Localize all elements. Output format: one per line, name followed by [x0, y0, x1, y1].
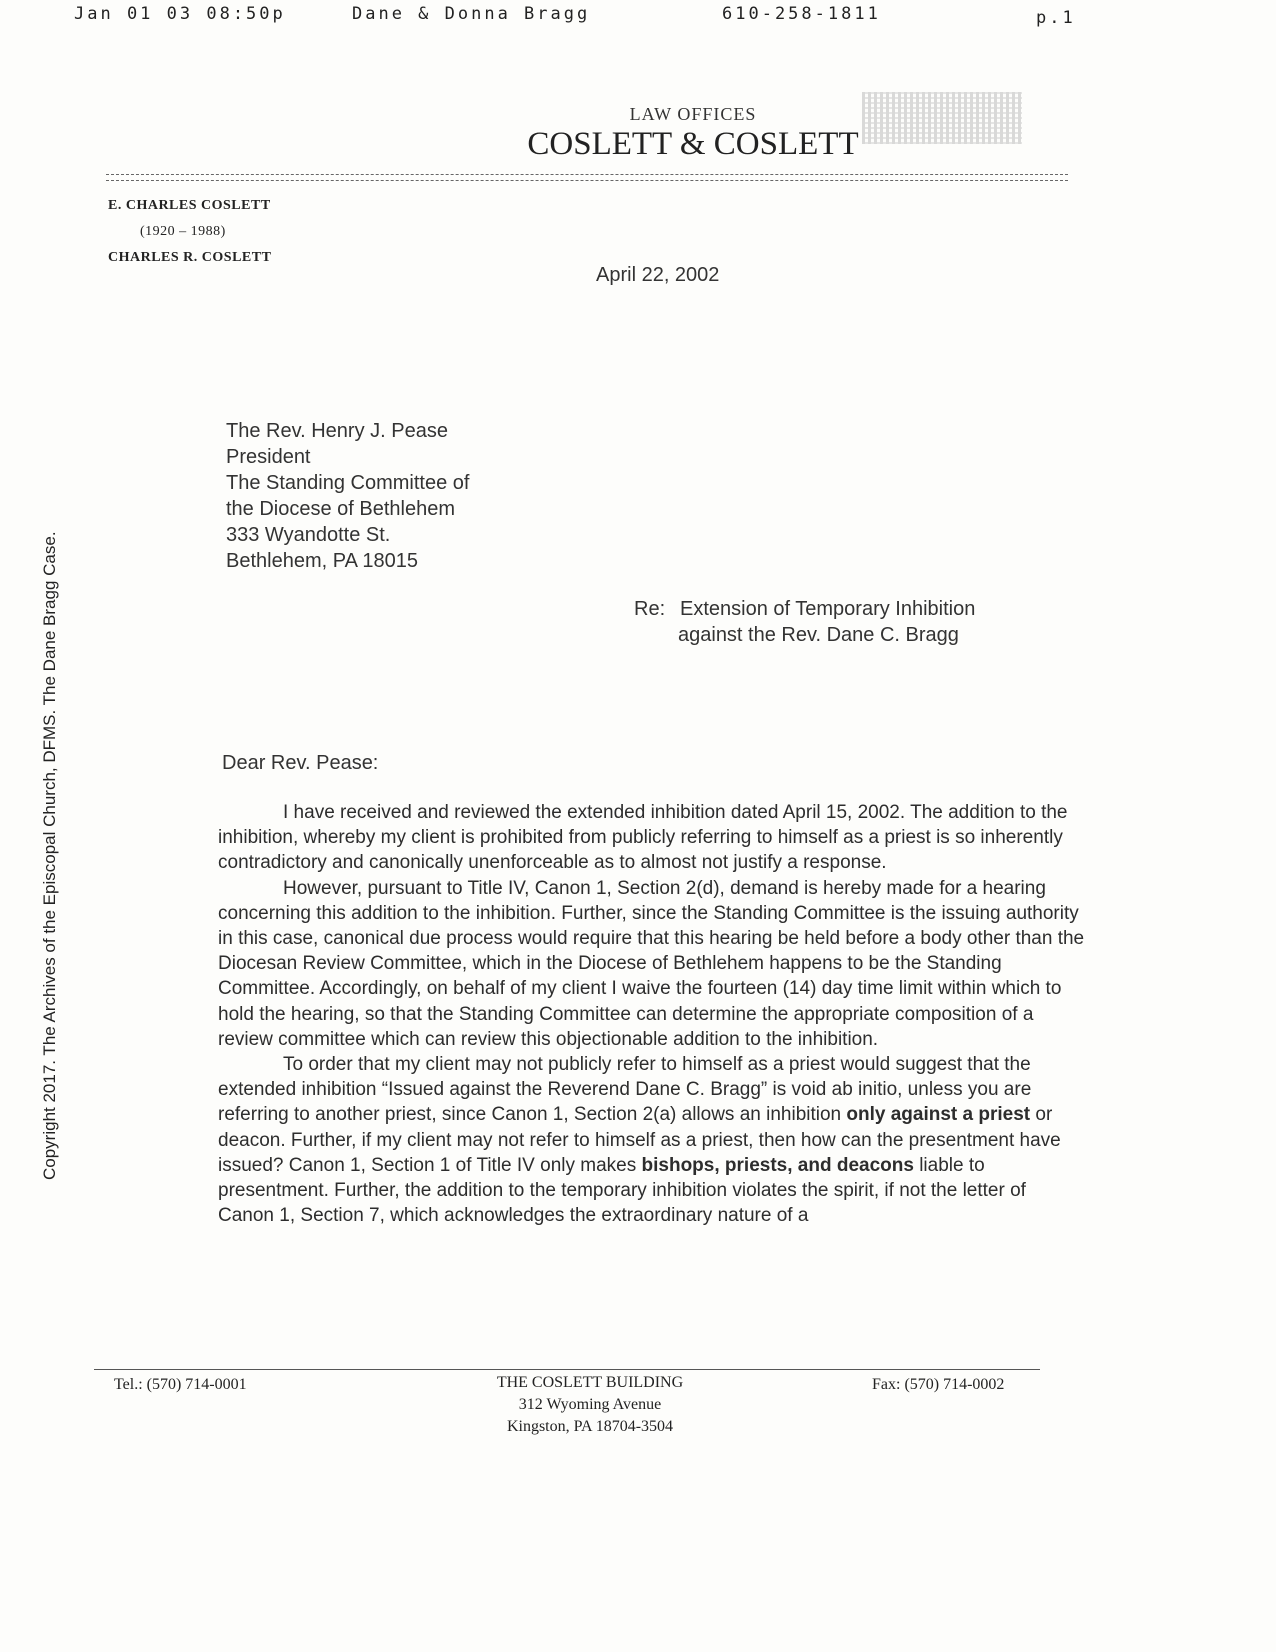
body-p3-part-e: liable to presentment. Further, the addition to the temporary inhibition violates the spirit, if not the letter of Canon 1, Section 7, which acknowledges the extraordinary nature of a — [218, 1154, 1026, 1227]
body-p3-emphasis-1: only against a priest — [846, 1104, 1031, 1126]
re-line-1: Extension of Temporary Inhibition — [680, 598, 976, 620]
body-paragraph-3 — [218, 1052, 1086, 1228]
fax-phone: 610-258-1811 — [722, 4, 881, 24]
letter-date: April 22, 2002 — [596, 264, 720, 286]
footer-fax: Fax: (570) 714-0002 — [872, 1376, 1005, 1393]
footer-building: THE COSLETT BUILDING — [496, 1374, 684, 1391]
fax-sender: Dane & Donna Bragg — [352, 4, 591, 24]
recipient-address — [226, 418, 469, 574]
recipient-street: 333 Wyandotte St. — [226, 524, 391, 546]
partner-name-2: CHARLES R. COSLETT — [108, 250, 272, 265]
body-p3-part-a: To order that my client may not publicly refer to himself as a priest would suggest that the extended inhibition “Issued against the Reverend Dane C. Bragg” is void ab initio, unless you are referring to another priest, since Canon 1, Section 2(a) allows an inhibition — [218, 1054, 1032, 1126]
footer-street: 312 Wyoming Avenue — [518, 1396, 662, 1413]
partner-name-1: E. CHARLES COSLETT — [108, 198, 271, 213]
body-paragraph-2: However, pursuant to Title IV, Canon 1, Section 2(d), demand is hereby made for a hearing concerning this addition to the inhibition. Further, since the Standing Committee is the issuing authority in this case, canonical due process would require that this hearing be held before a body other than the Diocesan Review Committee, which in the Diocese of Bethlehem happens to be the Standing Committee. Accordingly, on behalf of my client I waive the fourteen (14) day time limit within which to hold the hearing, so that the Standing Committee can determine the appropriate composition of a review committee which can review this objectionable addition to the inhibition. — [218, 877, 1085, 1050]
letterhead-rule-top — [106, 174, 1068, 175]
recipient-title: President — [226, 446, 311, 468]
footer-rule — [94, 1369, 1040, 1370]
recipient-name: The Rev. Henry J. Pease — [226, 420, 448, 442]
body-paragraph-1: I have received and reviewed the extended inhibition dated April 15, 2002. The addition to the inhibition, whereby my client is prohibited from publicly referring to himself as a priest is so inherently contradictory and canonically unenforceable as to almost not justify a response. — [218, 802, 1068, 874]
copyright-side-note: Copyright 2017. The Archives of the Episcopal Church, DFMS. The Dane Bragg Case. — [40, 531, 59, 1180]
body-p3-emphasis-2: bishops, priests, and deacons — [641, 1154, 914, 1176]
re-line-2: against the Rev. Dane C. Bragg — [678, 624, 959, 646]
firm-name: COSLETT & COSLETT — [527, 126, 859, 162]
fax-stamp-mark — [862, 92, 1022, 144]
re-label: Re: — [634, 598, 666, 620]
footer-city: Kingston, PA 18704-3504 — [506, 1418, 674, 1435]
recipient-org-line-1: The Standing Committee of — [226, 472, 470, 494]
footer-tel: Tel.: (570) 714-0001 — [114, 1376, 247, 1393]
body-p3-part-c: or deacon. Further, if my client may not refer to himself as a priest, then how can the presentment have issued? Canon 1, Section 1 of Title IV only makes — [218, 1104, 1061, 1176]
letterhead-subtitle: LAW OFFICES — [629, 104, 757, 124]
partner-years-1: (1920 – 1988) — [140, 224, 226, 239]
recipient-city: Bethlehem, PA 18015 — [226, 550, 418, 572]
recipient-org-line-2: the Diocese of Bethlehem — [226, 498, 456, 520]
letter-body — [218, 800, 1086, 1228]
salutation: Dear Rev. Pease: — [222, 752, 379, 774]
fax-datetime: Jan 01 03 08:50p — [74, 4, 286, 24]
fax-page-number: p.1 — [1036, 8, 1076, 28]
letterhead-rule-bottom — [106, 180, 1068, 181]
